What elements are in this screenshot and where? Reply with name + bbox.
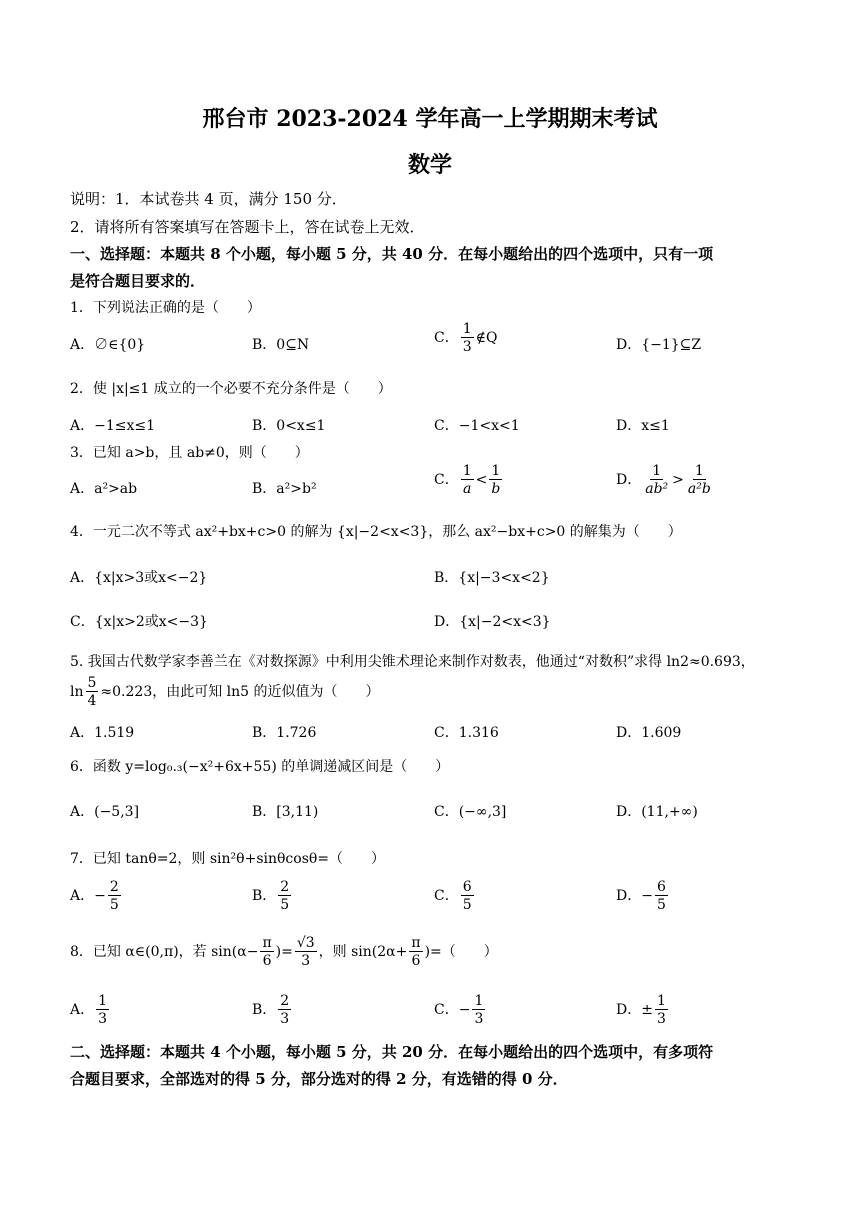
q7-d-label: D．− (616, 888, 653, 904)
q2-option-d: D．x≤1 (616, 418, 670, 434)
q3-d-n1: 1 (652, 463, 662, 479)
q8-option-a (70, 994, 111, 1026)
q3-d-d2: a²b (687, 481, 711, 497)
q5-num: 5 (87, 675, 97, 691)
q7-c-label: C． (434, 888, 459, 904)
q2-option-b: B．0<x≤1 (252, 418, 326, 434)
q4-option-a: A．{x|x>3或x<−2} (70, 570, 208, 586)
q7-b-den: 5 (280, 897, 290, 913)
q3-d-n2: 1 (694, 463, 704, 479)
q8-a-frac (96, 994, 109, 1026)
q8-c-frac (472, 994, 485, 1026)
instruction-1: 说明：1．本试卷共 4 页，满分 150 分． (70, 190, 347, 208)
q6-option-c: C．(−∞,3] (434, 804, 507, 820)
q5-option-c: C．1.316 (434, 725, 499, 741)
q7-b-num: 2 (280, 879, 290, 895)
section2-heading-line1: 二、选择题：本题共 4 个小题，每小题 5 分，共 20 分．在每小题给出的四个选项中，有多项符 (70, 1043, 714, 1061)
q7-a-num: 2 (109, 879, 119, 895)
q3-d-op: > (672, 472, 684, 488)
q3-c-label: C． (434, 472, 459, 488)
q3-c-d1: a (463, 481, 472, 497)
q1-option-c (434, 322, 497, 354)
q7-a-frac (108, 880, 121, 912)
q8-a-num: 1 (98, 993, 108, 1009)
exam-title: 邢台市 2023-2024 学年高一上学期期末考试 (202, 106, 658, 132)
q3-option-a: A．a²>ab (70, 481, 138, 497)
q8-d-label: D．± (616, 1002, 653, 1018)
q7-d-den: 5 (656, 897, 666, 913)
q8-stem-mid: )= (275, 944, 293, 960)
q1-c-num: 1 (462, 321, 472, 337)
q7-d-frac (655, 880, 668, 912)
q1-stem: 1．下列说法正确的是（ ） (70, 300, 261, 316)
q3-option-d (616, 464, 715, 496)
q7-option-c (434, 880, 476, 912)
q8-d-num: 1 (656, 993, 666, 1009)
q8-pi-2: π (411, 935, 421, 951)
q8-option-d (616, 994, 670, 1026)
q6-stem: 6．函数 y=log₀.₃(−x²+6x+55) 的单调递减区间是（ ） (70, 759, 450, 775)
q8-b-den: 3 (280, 1011, 290, 1027)
q7-c-frac (461, 880, 474, 912)
q8-pi6-frac-1 (260, 936, 273, 968)
q5-fraction (86, 676, 99, 708)
q1-c-rest: ∉Q (475, 330, 498, 346)
q8-three: 3 (301, 953, 311, 969)
q5-option-b: B．1.726 (252, 725, 317, 741)
q3-option-b: B．a²>b² (252, 481, 317, 497)
q5-den: 4 (87, 693, 97, 709)
q8-d-den: 3 (656, 1011, 666, 1027)
q8-c-label: C．− (434, 1002, 471, 1018)
q7-a-label: A．− (70, 888, 106, 904)
q8-root3: √3 (296, 935, 315, 951)
q5-stem-line2 (70, 676, 380, 708)
q4-option-d: D．{x|−2<x<3} (434, 614, 551, 630)
q1-c-den: 3 (462, 339, 472, 355)
q5-option-a: A．1.519 (70, 725, 135, 741)
q8-stem-post: )=（ ） (424, 944, 498, 960)
q3-stem: 3．已知 a>b，且 ab≠0，则（ ） (70, 445, 309, 461)
q8-pi-1: π (262, 935, 272, 951)
section1-heading-line1: 一、选择题：本题共 8 个小题，每小题 5 分，共 40 分．在每小题给出的四个选项中，只有一项 (70, 245, 714, 263)
q3-d-d1: ab² (645, 481, 669, 497)
q8-b-frac (278, 994, 291, 1026)
q1-option-b: B．0⊆N (252, 337, 310, 353)
q5-rest: ≈0.223，由此可知 ln5 的近似值为（ ） (100, 684, 380, 700)
q1-c-label: C． (434, 330, 459, 346)
q2-option-c: C．−1<x<1 (434, 418, 520, 434)
q8-six-2: 6 (411, 953, 421, 969)
q7-c-num: 6 (462, 879, 472, 895)
q7-c-den: 5 (462, 897, 472, 913)
q3-c-frac1 (461, 464, 474, 496)
q8-pi6-frac-2 (409, 936, 422, 968)
q8-b-label: B． (252, 1002, 277, 1018)
q4-stem: 4．一元二次不等式 ax²+bx+c>0 的解为 {x|−2<x<3}，那么 ax²−bx+c>0 的解集为（ ） (70, 524, 682, 540)
q7-stem: 7．已知 tanθ=2，则 sin²θ+sinθcosθ=（ ） (70, 851, 386, 867)
q8-option-b (252, 994, 293, 1026)
q8-root3-frac (295, 936, 317, 968)
q3-c-n1: 1 (462, 463, 472, 479)
exam-subject: 数学 (407, 152, 452, 178)
q7-b-label: B． (252, 888, 277, 904)
q3-c-d2: b (491, 481, 501, 497)
q8-a-label: A． (70, 1002, 95, 1018)
q5-option-d: D．1.609 (616, 725, 682, 741)
q6-option-a: A．(−5,3] (70, 804, 140, 820)
q8-six-1: 6 (262, 953, 272, 969)
q6-option-b: B．[3,11) (252, 804, 319, 820)
q1-c-fraction (461, 322, 474, 354)
q7-option-a (70, 880, 123, 912)
section1-heading-line2: 是符合题目要求的． (70, 272, 206, 290)
q5-stem-line1: 5. 我国古代数学家李善兰在《对数探源》中利用尖锥术理论来制作对数表，他通过“对数积”求得 ln2≈0.693， (70, 654, 755, 670)
q2-option-a: A．−1≤x≤1 (70, 418, 156, 434)
section2-heading-line2: 合题目要求，全部选对的得 5 分，部分选对的得 2 分，有选错的得 0 分． (70, 1070, 568, 1088)
q3-c-n2: 1 (491, 463, 501, 479)
q8-option-c (434, 994, 487, 1026)
q7-option-b (252, 880, 293, 912)
q5-ln: ln (70, 684, 84, 700)
q8-c-den: 3 (474, 1011, 484, 1027)
q1-option-a: A．∅∈{0} (70, 337, 146, 353)
q7-a-den: 5 (109, 897, 119, 913)
q6-option-d: D．(11,+∞) (616, 804, 698, 820)
q8-a-den: 3 (98, 1011, 108, 1027)
q4-option-c: C．{x|x>2或x<−3} (70, 614, 208, 630)
q8-c-num: 1 (474, 993, 484, 1009)
q3-c-op: < (475, 472, 488, 488)
q4-option-b: B．{x|−3<x<2} (434, 570, 550, 586)
q3-d-frac2 (686, 464, 713, 496)
q3-d-label: D． (616, 472, 642, 488)
q3-d-frac1 (643, 464, 670, 496)
q2-stem: 2．使 |x|≤1 成立的一个必要不充分条件是（ ） (70, 381, 392, 397)
q3-option-c (434, 464, 504, 496)
q7-d-num: 6 (656, 879, 666, 895)
q7-b-frac (278, 880, 291, 912)
q1-option-d: D．{−1}⊆Z (616, 337, 702, 353)
q8-d-frac (655, 994, 668, 1026)
q8-stem-mid2: ，则 sin(2α+ (318, 944, 408, 960)
q8-b-num: 2 (280, 993, 290, 1009)
instruction-2: 2．请将所有答案填写在答题卡上，答在试卷上无效． (70, 218, 425, 236)
q8-stem-pre: 8．已知 α∈(0,π)，若 sin(α− (70, 944, 259, 960)
q7-option-d (616, 880, 670, 912)
q8-stem (70, 936, 498, 968)
q3-c-frac2 (489, 464, 502, 496)
